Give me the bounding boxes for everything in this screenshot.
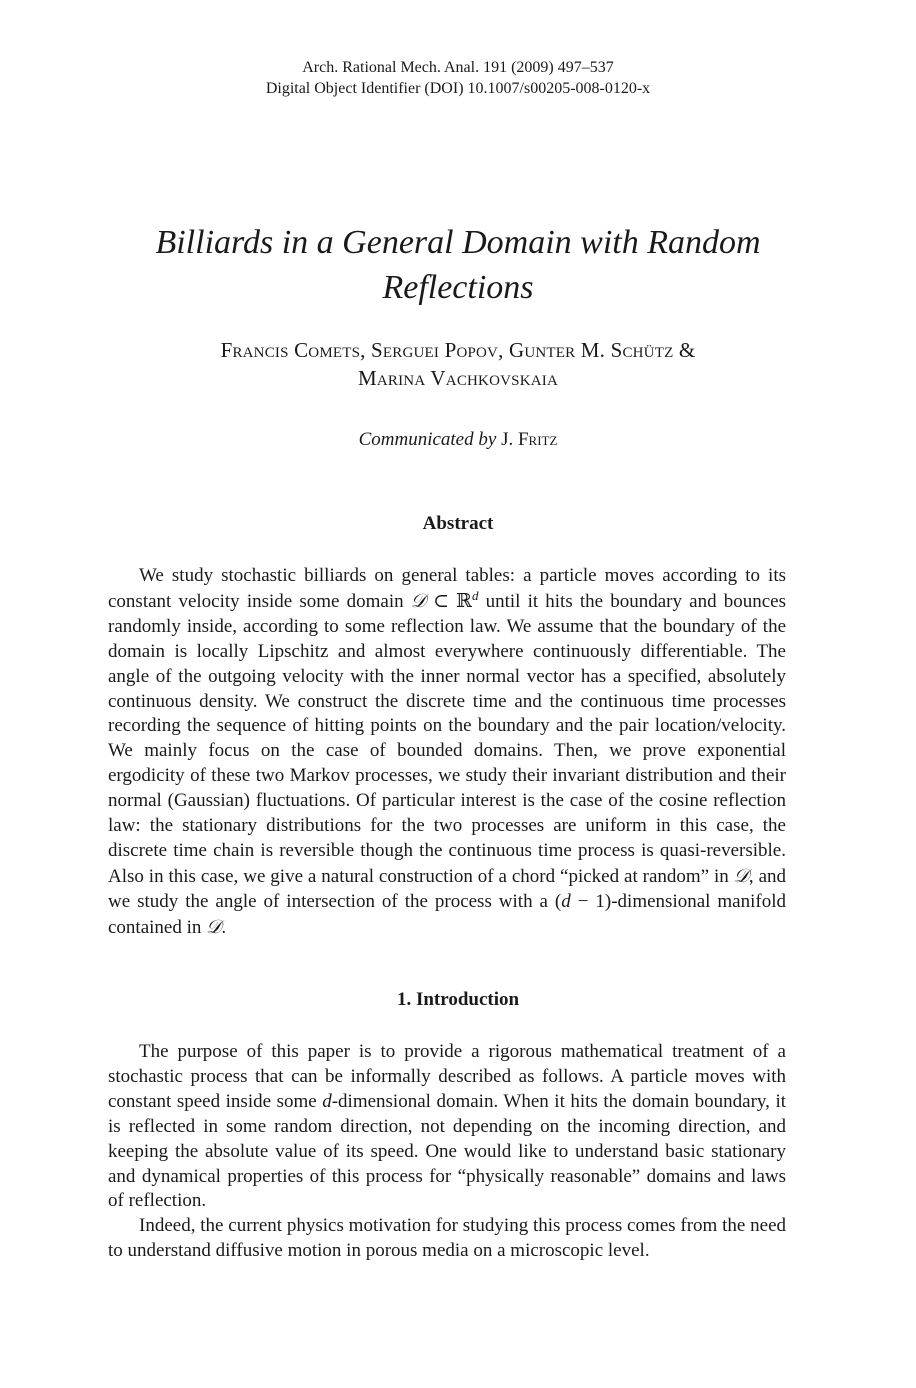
author-list bbox=[100, 336, 816, 392]
d-variable: d bbox=[561, 890, 571, 912]
communicated-by bbox=[0, 428, 916, 452]
abstract-body bbox=[108, 564, 786, 941]
title-line-1: Billiards in a General Domain with Random bbox=[155, 224, 761, 261]
authors-line-1: Francis Comets, Serguei Popov, Gunter M. Schütz & bbox=[220, 338, 696, 362]
introduction-body bbox=[108, 1040, 786, 1264]
journal-citation: Arch. Rational Mech. Anal. 191 (2009) 497–537 bbox=[302, 59, 614, 76]
abstract-text-1: We study stochastic billiards on general tables: a particle moves according to its constant velocity inside some domain bbox=[108, 565, 786, 612]
journal-header bbox=[0, 57, 916, 99]
intro-paragraph-1 bbox=[108, 1040, 786, 1214]
communicated-prefix: Communicated by bbox=[358, 429, 497, 450]
abstract-text-2: until it hits the boundary and bounces randomly inside, according to some reflection law. We assume that the boundary of the domain is locally Lipschitz and almost everywhere continuously differentiable. The angle of the outgoing velocity with the inner normal vector has a specified, absolutely continuous density. We construct the discrete time and the continuous time processes recording the sequence of hitting points on the boundary and the pair location/velocity. We mainly focus on the case of bounded domains. Then, we prove exponential ergodicity of these two Markov processes, we study their invariant distribution and their normal (Gaussian) fluctuations. Of particular interest is the case of the cosine reflection law: the stationary distributions for the two processes are uniform in this case, the discrete time chain is reversible though the continuous time process is quasi-reversible. Also in this case, we give a natural construction of a chord “picked at random” in bbox=[108, 590, 786, 887]
domain-symbol: 𝒟 bbox=[206, 915, 222, 938]
paper-title bbox=[100, 220, 816, 310]
domain-symbol: 𝒟 bbox=[410, 589, 426, 612]
abstract-heading: Abstract bbox=[422, 513, 494, 534]
d-variable: d bbox=[322, 1090, 332, 1112]
title-line-2: Reflections bbox=[382, 269, 534, 306]
section-heading-introduction: 1. Introduction bbox=[396, 989, 520, 1010]
domain-symbol: 𝒟 bbox=[733, 864, 749, 887]
abstract-text-3: , and we study the angle of intersection of the process with a ( bbox=[108, 865, 787, 912]
subset-symbol: ⊂ ℝ bbox=[425, 590, 472, 612]
abstract-text-4: − 1)-dimensional manifold contained in bbox=[108, 890, 786, 938]
authors-line-2: Marina Vachkovskaia bbox=[357, 366, 558, 390]
abstract-paragraph bbox=[108, 564, 786, 941]
communicating-editor: J. Fritz bbox=[501, 429, 558, 450]
doi-line: Digital Object Identifier (DOI) 10.1007/s00205-008-0120-x bbox=[265, 80, 651, 97]
intro-p1-text-b: -dimensional domain. When it hits the domain boundary, it is reflected in some random direction, not depending on the incoming direction, and keeping the absolute value of its speed. One would like to understand basic stationary and dynamical properties of this process for “physically reasonable” domains and laws of reflection. bbox=[108, 1090, 787, 1212]
intro-p1-text-a: The purpose of this paper is to provide a rigorous mathematical treatment of a stochastic process that can be informally described as follows. A particle moves with constant speed inside some bbox=[108, 1041, 786, 1112]
abstract-text-5: . bbox=[221, 916, 227, 938]
dimension-superscript: d bbox=[471, 587, 479, 603]
intro-paragraph-2: Indeed, the current physics motivation for studying this process comes from the need to understand diffusive motion in porous media on a microscopic level. bbox=[108, 1215, 786, 1262]
